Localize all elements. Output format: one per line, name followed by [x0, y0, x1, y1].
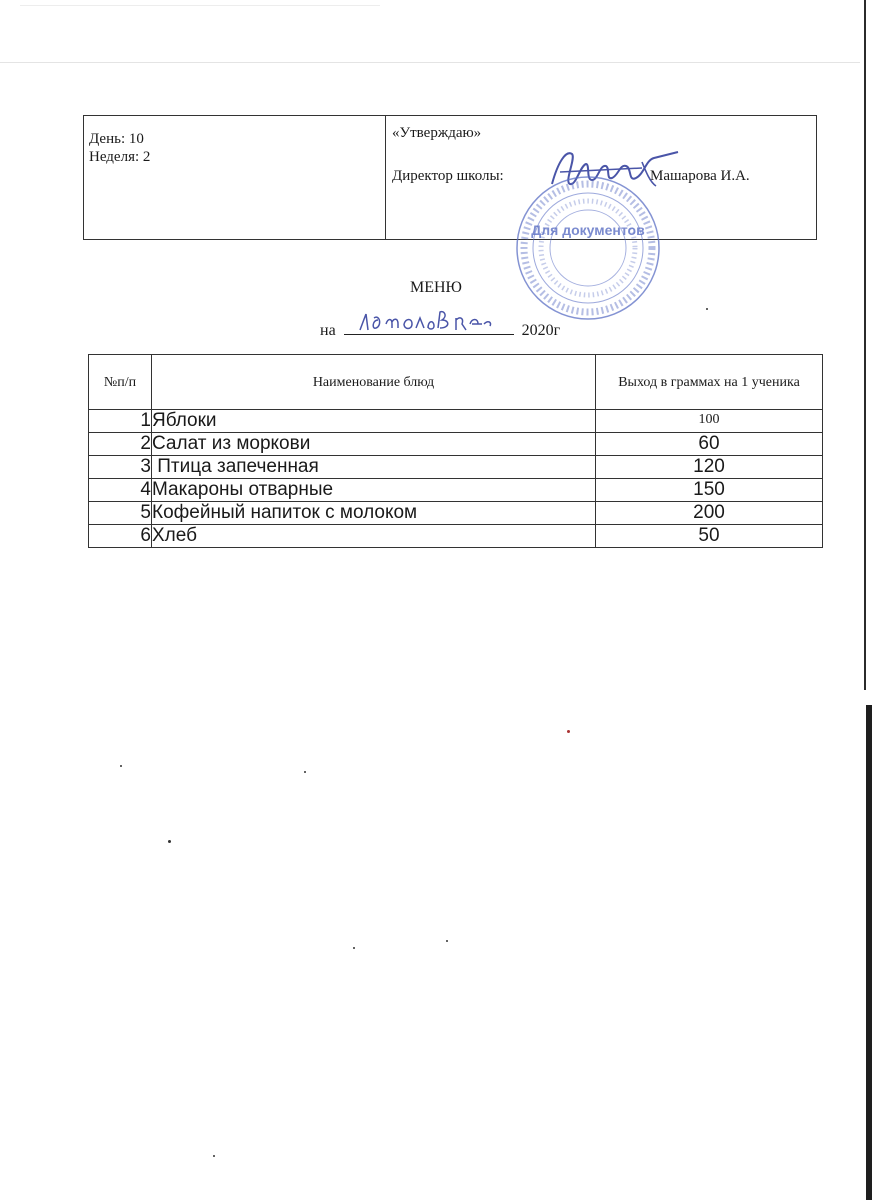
dish-name: Хлеб — [152, 525, 596, 548]
row-number: 1 — [89, 410, 152, 433]
table-row — [89, 479, 823, 502]
dish-output: 120 — [596, 456, 823, 479]
header-number: №п/п — [89, 355, 152, 410]
week-label: Неделя: 2 — [89, 149, 151, 165]
menu-title: МЕНЮ — [410, 279, 462, 296]
date-prefix: на — [320, 322, 336, 339]
dish-output: 150 — [596, 479, 823, 502]
row-number: 5 — [89, 502, 152, 525]
scan-speck — [304, 771, 306, 773]
table-row — [89, 525, 823, 548]
row-number: 2 — [89, 433, 152, 456]
header-output: Выход в граммах на 1 ученика — [596, 355, 823, 410]
date-blank — [344, 320, 514, 335]
scan-edge — [866, 705, 872, 1200]
director-name: Машарова И.А. — [650, 168, 750, 184]
table-header-row — [89, 355, 823, 410]
scan-speck — [168, 840, 171, 843]
day-week-cell — [84, 116, 386, 239]
date-year: 2020г — [521, 322, 561, 339]
approval-header — [83, 115, 817, 240]
day-label: День: 10 — [89, 131, 144, 147]
header-dish-name: Наименование блюд — [152, 355, 596, 410]
scan-speck — [706, 308, 708, 310]
dish-output: 50 — [596, 525, 823, 548]
dish-name: Кофейный напиток с молоком — [152, 502, 596, 525]
dish-output: 100 — [596, 410, 823, 433]
dish-output: 60 — [596, 433, 823, 456]
dish-name: Макароны отварные — [152, 479, 596, 502]
dish-name: Яблоки — [152, 410, 596, 433]
row-number: 3 — [89, 456, 152, 479]
scan-edge — [0, 62, 860, 63]
stamp-text: Для документов — [531, 222, 645, 238]
row-number: 4 — [89, 479, 152, 502]
date-line — [320, 320, 560, 340]
dish-name: Салат из моркови — [152, 433, 596, 456]
table-row — [89, 456, 823, 479]
table-row — [89, 433, 823, 456]
director-label: Директор школы: — [392, 168, 504, 184]
dish-name: Птица запеченная — [152, 456, 596, 479]
scan-speck — [567, 730, 570, 733]
scan-edge — [20, 5, 380, 6]
scan-edge — [864, 0, 866, 690]
scan-speck — [353, 947, 355, 949]
school-stamp — [513, 173, 663, 323]
approve-label: «Утверждаю» — [392, 125, 482, 141]
table-row — [89, 410, 823, 433]
scan-speck — [120, 765, 122, 767]
scan-speck — [213, 1155, 215, 1157]
scan-speck — [446, 940, 448, 942]
table-row — [89, 502, 823, 525]
dish-output: 200 — [596, 502, 823, 525]
row-number: 6 — [89, 525, 152, 548]
handwritten-date — [356, 308, 506, 334]
menu-table — [88, 354, 823, 548]
